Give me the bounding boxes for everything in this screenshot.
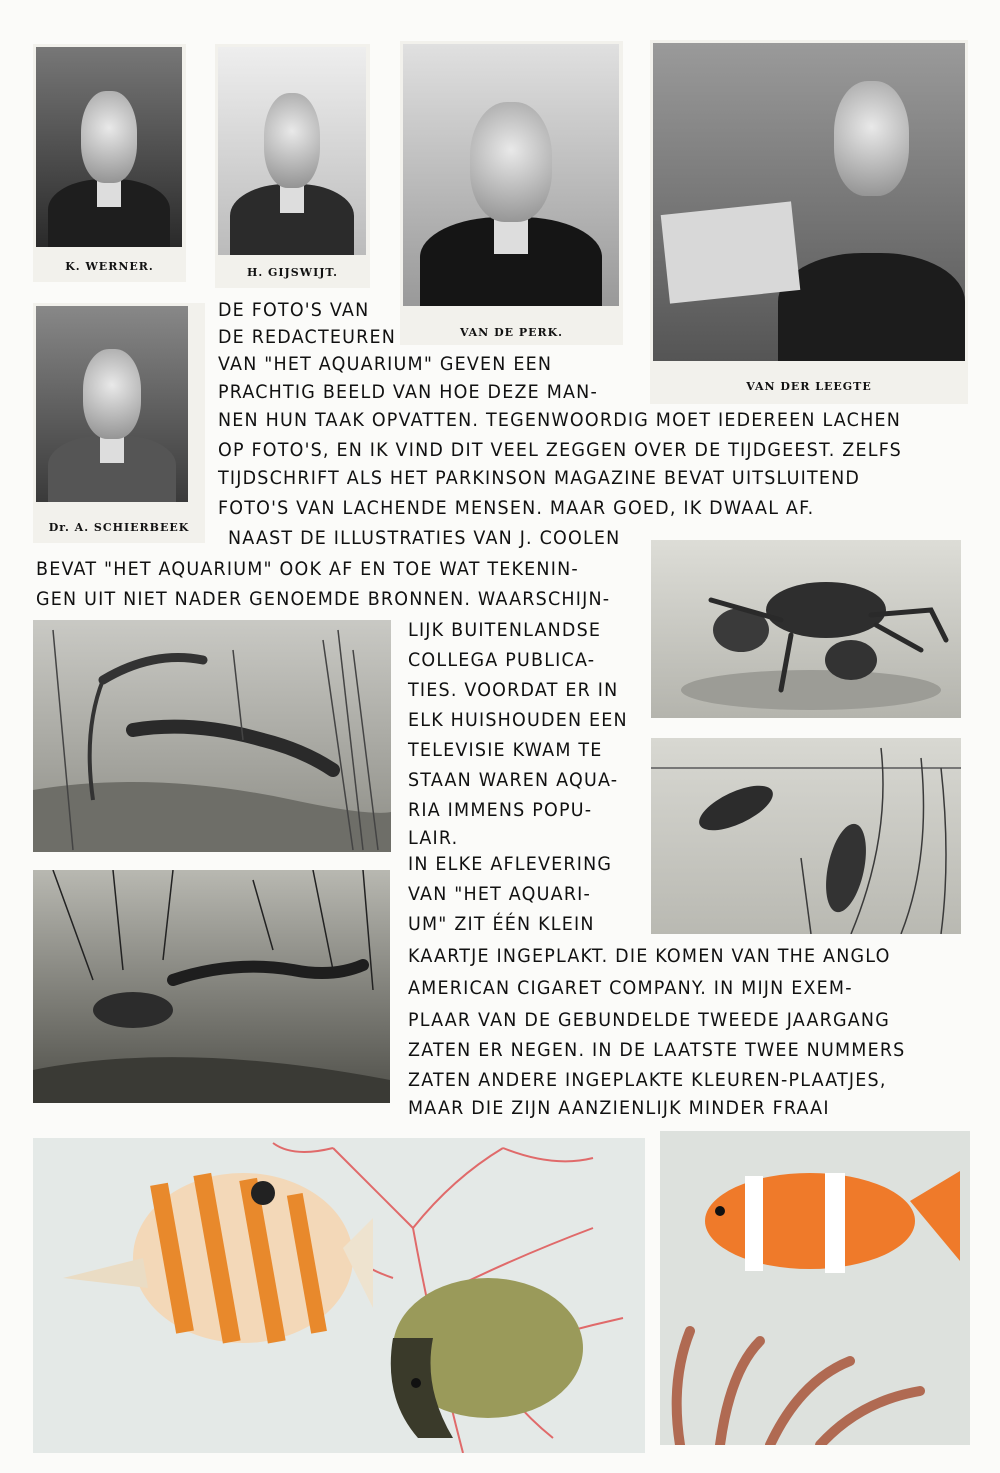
text-line: NAAST DE ILLUSTRATIES VAN J. COOLEN	[228, 528, 621, 550]
text-line: PRACHTIG BEELD VAN HOE DEZE MAN-	[218, 382, 598, 404]
text-line: KAARTJE INGEPLAKT. DIE KOMEN VAN THE ANGLO	[408, 946, 891, 968]
portrait-vandeperk-clipping	[400, 41, 623, 345]
text-line: MAAR DIE ZIJN AANZIENLIJK MINDER FRAAI	[408, 1098, 830, 1120]
text-line: IN ELKE AFLEVERING	[408, 854, 613, 876]
newt-engraving-top	[33, 620, 391, 852]
text-line: COLLEGA PUBLICA-	[408, 650, 596, 672]
text-line: DE REDACTEUREN	[218, 327, 397, 349]
text-line: RIA IMMENS POPU-	[408, 800, 593, 822]
beetle-engraving	[651, 738, 961, 934]
text-line: TELEVISIE KWAM TE	[408, 740, 603, 762]
portrait-caption-vandeperk: VAN DE PERK.	[459, 326, 564, 339]
portrait-caption-gijswijt: H. GIJSWIJT.	[246, 266, 339, 279]
portrait-caption-werner: K. WERNER.	[65, 260, 154, 273]
text-line: GEN UIT NIET NADER GENOEMDE BRONNEN. WAARSCHIJN-	[36, 589, 611, 611]
portrait-photo-vandeperk	[403, 44, 619, 306]
text-line: LAIR.	[408, 828, 459, 850]
text-line: TIJDSCHRIFT ALS HET PARKINSON MAGAZINE BEVAT UITSLUITEND	[218, 468, 861, 490]
portrait-vanderleegte-clipping	[650, 40, 968, 404]
text-line: AMERICAN CIGARET COMPANY. IN MIJN EXEM-	[408, 978, 853, 1000]
text-line: DE FOTO'S VAN	[218, 300, 370, 322]
crab-engraving	[651, 540, 961, 718]
text-line: NEN HUN TAAK OPVATTEN. TEGENWOORDIG MOET IEDEREEN LACHEN	[218, 410, 901, 432]
text-line: FOTO'S VAN LACHENDE MENSEN. MAAR GOED, IK DWAAL AF.	[218, 498, 815, 520]
portrait-photo-werner	[36, 47, 182, 247]
portrait-photo-schierbeek	[36, 306, 188, 502]
portrait-caption-schierbeek: Dr. A. SCHIERBEEK	[48, 521, 190, 534]
text-line: VAN "HET AQUARI-	[408, 884, 592, 906]
portrait-werner-clipping	[33, 44, 186, 282]
portrait-schierbeek-clipping	[33, 303, 205, 543]
text-line: PLAAR VAN DE GEBUNDELDE TWEEDE JAARGANG	[408, 1010, 890, 1032]
text-line: ZATEN ER NEGEN. IN DE LAATSTE TWEE NUMMERS	[408, 1040, 906, 1062]
text-line: BEVAT "HET AQUARIUM" OOK AF EN TOE WAT TEKENIN-	[36, 559, 579, 581]
text-line: STAAN WAREN AQUA-	[408, 770, 619, 792]
butterflyfish-card	[33, 1138, 645, 1453]
portrait-caption-vanderleegte: VAN DER LEEGTE	[746, 380, 872, 393]
text-line: UM" ZIT ÉÉN KLEIN	[408, 914, 595, 936]
portrait-photo-gijswijt	[218, 47, 366, 255]
portrait-gijswijt-clipping	[215, 44, 370, 288]
newspaper-shape	[661, 202, 801, 304]
clownfish-card	[660, 1131, 970, 1445]
text-line: VAN "HET AQUARIUM" GEVEN EEN	[218, 354, 553, 376]
text-line: ELK HUISHOUDEN EEN	[408, 710, 628, 732]
text-line: OP FOTO'S, EN IK VIND DIT VEEL ZEGGEN OVER DE TIJDGEEST. ZELFS	[218, 440, 902, 462]
text-line: LIJK BUITENLANDSE	[408, 620, 602, 642]
text-line: ZATEN ANDERE INGEPLAKTE KLEUREN-PLAATJES,	[408, 1070, 887, 1092]
portrait-photo-vanderleegte	[653, 43, 965, 361]
newt-engraving-bottom	[33, 870, 390, 1103]
text-line: TIES. VOORDAT ER IN	[408, 680, 619, 702]
